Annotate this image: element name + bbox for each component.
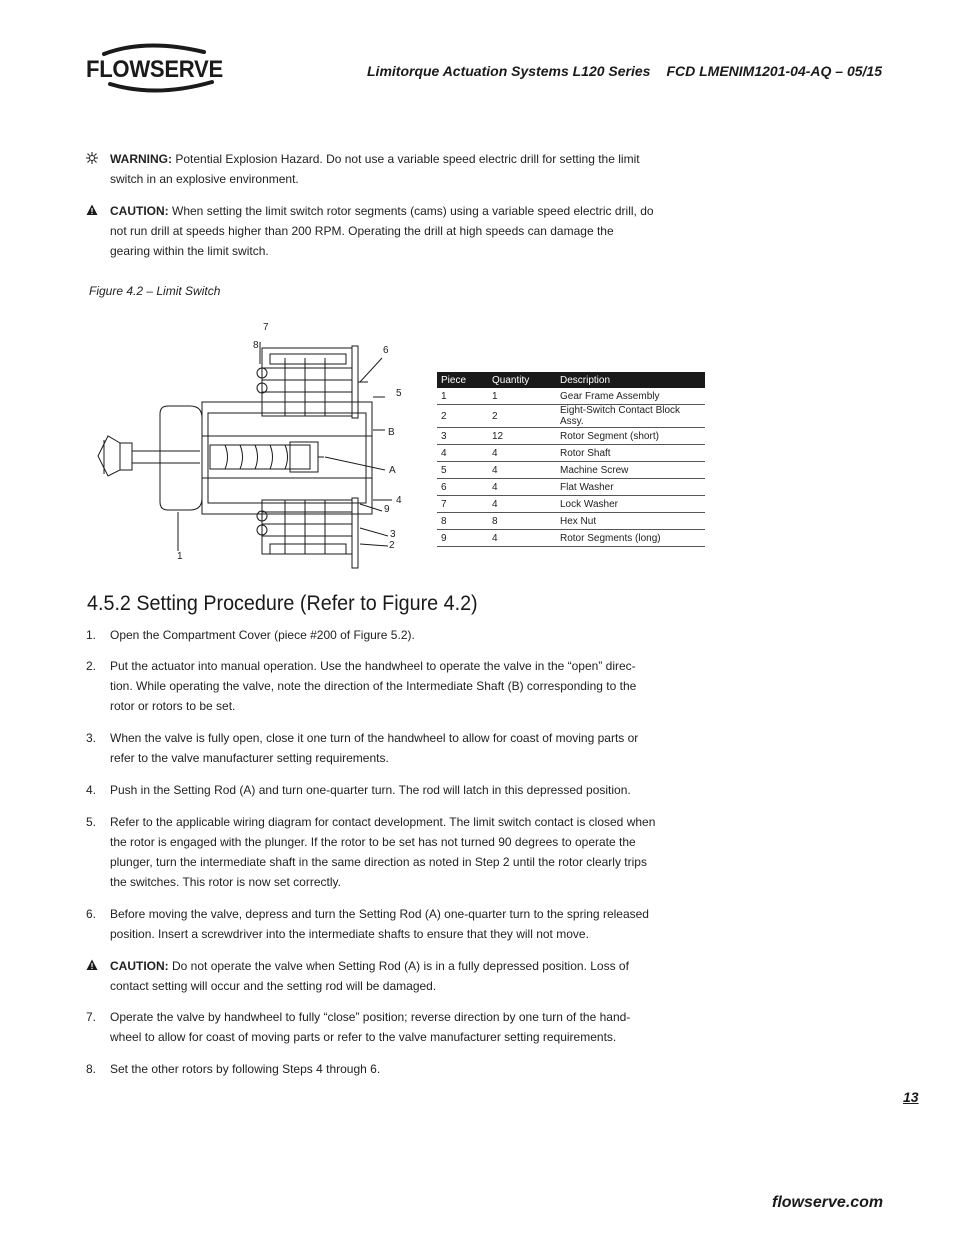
- callout-2: 2: [389, 540, 395, 551]
- table-row: [437, 445, 705, 462]
- step-item: [86, 1059, 656, 1079]
- caution-text: Do not operate the valve when Setting Rod (A) is in a fully depressed position. Loss of contact setting will occur and the setting rod will be damaged.: [110, 959, 629, 993]
- cell-description: Gear Frame Assembly: [556, 388, 705, 405]
- caution-label: CAUTION:: [110, 959, 169, 973]
- table-row: [437, 388, 705, 405]
- step-item: [86, 812, 656, 892]
- table-row: [437, 513, 705, 530]
- document-code: FCD LMENIM1201-04-AQ – 05/15: [666, 63, 882, 79]
- cell-piece: 5: [437, 462, 488, 479]
- step-text: When the valve is fully open, close it one turn of the handwheel to allow for coast of moving parts or refer to the valve manufacturer setting requirements.: [110, 731, 639, 765]
- step-number: 3.: [86, 731, 97, 745]
- page-number: 13: [903, 1089, 919, 1105]
- callout-3: 3: [390, 529, 396, 540]
- cell-piece: 2: [437, 405, 488, 428]
- cell-quantity: 4: [488, 462, 556, 479]
- cell-quantity: 12: [488, 428, 556, 445]
- table-row: [437, 496, 705, 513]
- warning-triangle-icon: [86, 959, 98, 971]
- step-item: [86, 904, 656, 944]
- callout-1: 1: [177, 551, 183, 562]
- warning-label: WARNING:: [110, 152, 172, 166]
- cell-quantity: 1: [488, 388, 556, 405]
- cell-description: Hex Nut: [556, 513, 705, 530]
- step-item: [86, 625, 656, 645]
- callout-5: 5: [396, 388, 402, 399]
- callout-7: 7: [263, 322, 269, 333]
- step-text: Refer to the applicable wiring diagram for contact development. The limit switch contact is closed when the rotor is engaged with the plunger. If the rotor to be set has not turned 90 degrees to operate the plunger, turn the intermediate shaft in the same direction as noted in Step 2 until the rotor clearly trips the switches. This rotor is now set correctly.: [110, 815, 656, 889]
- cell-quantity: 8: [488, 513, 556, 530]
- step-number: 4.: [86, 783, 97, 797]
- table-row: [437, 530, 705, 547]
- cell-piece: 7: [437, 496, 488, 513]
- cell-description: Machine Screw: [556, 462, 705, 479]
- step-number: 7.: [86, 1010, 97, 1024]
- cell-description: Rotor Segment (short): [556, 428, 705, 445]
- cell-piece: 9: [437, 530, 488, 547]
- limit-switch-diagram: [90, 318, 420, 573]
- step-text: Push in the Setting Rod (A) and turn one-quarter turn. The rod will latch in this depressed position.: [110, 783, 631, 797]
- series-title: Limitorque Actuation Systems L120 Series: [367, 63, 651, 79]
- caution-notice-drill: [86, 201, 656, 261]
- cell-quantity: 4: [488, 479, 556, 496]
- section-heading: 4.5.2 Setting Procedure (Refer to Figure 4.2): [87, 592, 478, 615]
- cell-description: Flat Washer: [556, 479, 705, 496]
- header-description: Description: [556, 372, 705, 388]
- caution-notice-setting-rod: [86, 956, 656, 996]
- warning-notice: [86, 149, 656, 189]
- explosion-hazard-icon: [86, 152, 98, 164]
- cell-quantity: 4: [488, 445, 556, 462]
- cell-description: Rotor Segments (long): [556, 530, 705, 547]
- figure-caption: Figure 4.2 – Limit Switch: [89, 284, 221, 298]
- table-row: [437, 428, 705, 445]
- cell-piece: 6: [437, 479, 488, 496]
- callout-A: A: [389, 465, 396, 476]
- parts-table-header: [437, 372, 705, 388]
- cell-quantity: 4: [488, 530, 556, 547]
- caution-text: When setting the limit switch rotor segments (cams) using a variable speed electric drill, do not run drill at speeds higher than 200 RPM. Operating the drill at high speeds can damage the gearing within the limit switch.: [110, 204, 654, 258]
- step-number: 6.: [86, 907, 97, 921]
- step-text: Set the other rotors by following Steps 4 through 6.: [110, 1062, 381, 1076]
- step-text: Operate the valve by handwheel to fully “close” position; reverse direction by one turn of the hand-wheel to allow for coast of moving parts or refer to the valve manufacturer setting requirements.: [110, 1010, 631, 1044]
- cell-piece: 1: [437, 388, 488, 405]
- callout-4: 4: [396, 495, 402, 506]
- warning-text: Potential Explosion Hazard. Do not use a variable speed electric drill for setting the limit switch in an explosive environment.: [110, 152, 640, 186]
- step-item: [86, 780, 656, 800]
- callout-9: 9: [384, 504, 390, 515]
- step-text: Put the actuator into manual operation. Use the handwheel to operate the valve in the “open” direc-tion. While operating the valve, note the direction of the Intermediate Shaft (B) corresponding to the rotor or rotors to be set.: [110, 659, 637, 713]
- cell-piece: 4: [437, 445, 488, 462]
- step-item: [86, 728, 656, 768]
- step-text: Open the Compartment Cover (piece #200 of Figure 5.2).: [110, 628, 415, 642]
- table-row: [437, 479, 705, 496]
- limit-switch-drawing: [90, 318, 420, 573]
- cell-description: Eight-Switch Contact Block Assy.: [556, 405, 705, 428]
- cell-quantity: 4: [488, 496, 556, 513]
- step-text: Before moving the valve, depress and turn the Setting Rod (A) one-quarter turn to the spring released position. Insert a screwdriver into the intermediate shafts to ensure that they will not move.: [110, 907, 649, 941]
- step-number: 5.: [86, 815, 97, 829]
- header-piece: Piece: [437, 372, 488, 388]
- warning-triangle-icon: [86, 204, 98, 216]
- step-item: [86, 656, 656, 716]
- callout-8: 8: [253, 340, 259, 351]
- caution-label: CAUTION:: [110, 204, 169, 218]
- step-number: 1.: [86, 628, 97, 642]
- flowserve-logo: [86, 42, 226, 94]
- callout-6: 6: [383, 345, 389, 356]
- cell-description: Lock Washer: [556, 496, 705, 513]
- document-header: [367, 63, 882, 79]
- header-quantity: Quantity: [488, 372, 556, 388]
- cell-piece: 3: [437, 428, 488, 445]
- cell-piece: 8: [437, 513, 488, 530]
- cell-description: Rotor Shaft: [556, 445, 705, 462]
- table-row: [437, 462, 705, 479]
- table-row: [437, 405, 705, 428]
- callout-B: B: [388, 427, 395, 438]
- step-number: 2.: [86, 659, 97, 673]
- step-number: 8.: [86, 1062, 97, 1076]
- step-item: [86, 1007, 656, 1047]
- footer-url[interactable]: flowserve.com: [772, 1194, 884, 1211]
- cell-quantity: 2: [488, 405, 556, 428]
- parts-table: [437, 372, 705, 547]
- logo-wordmark: FLOWSERVE: [86, 56, 223, 83]
